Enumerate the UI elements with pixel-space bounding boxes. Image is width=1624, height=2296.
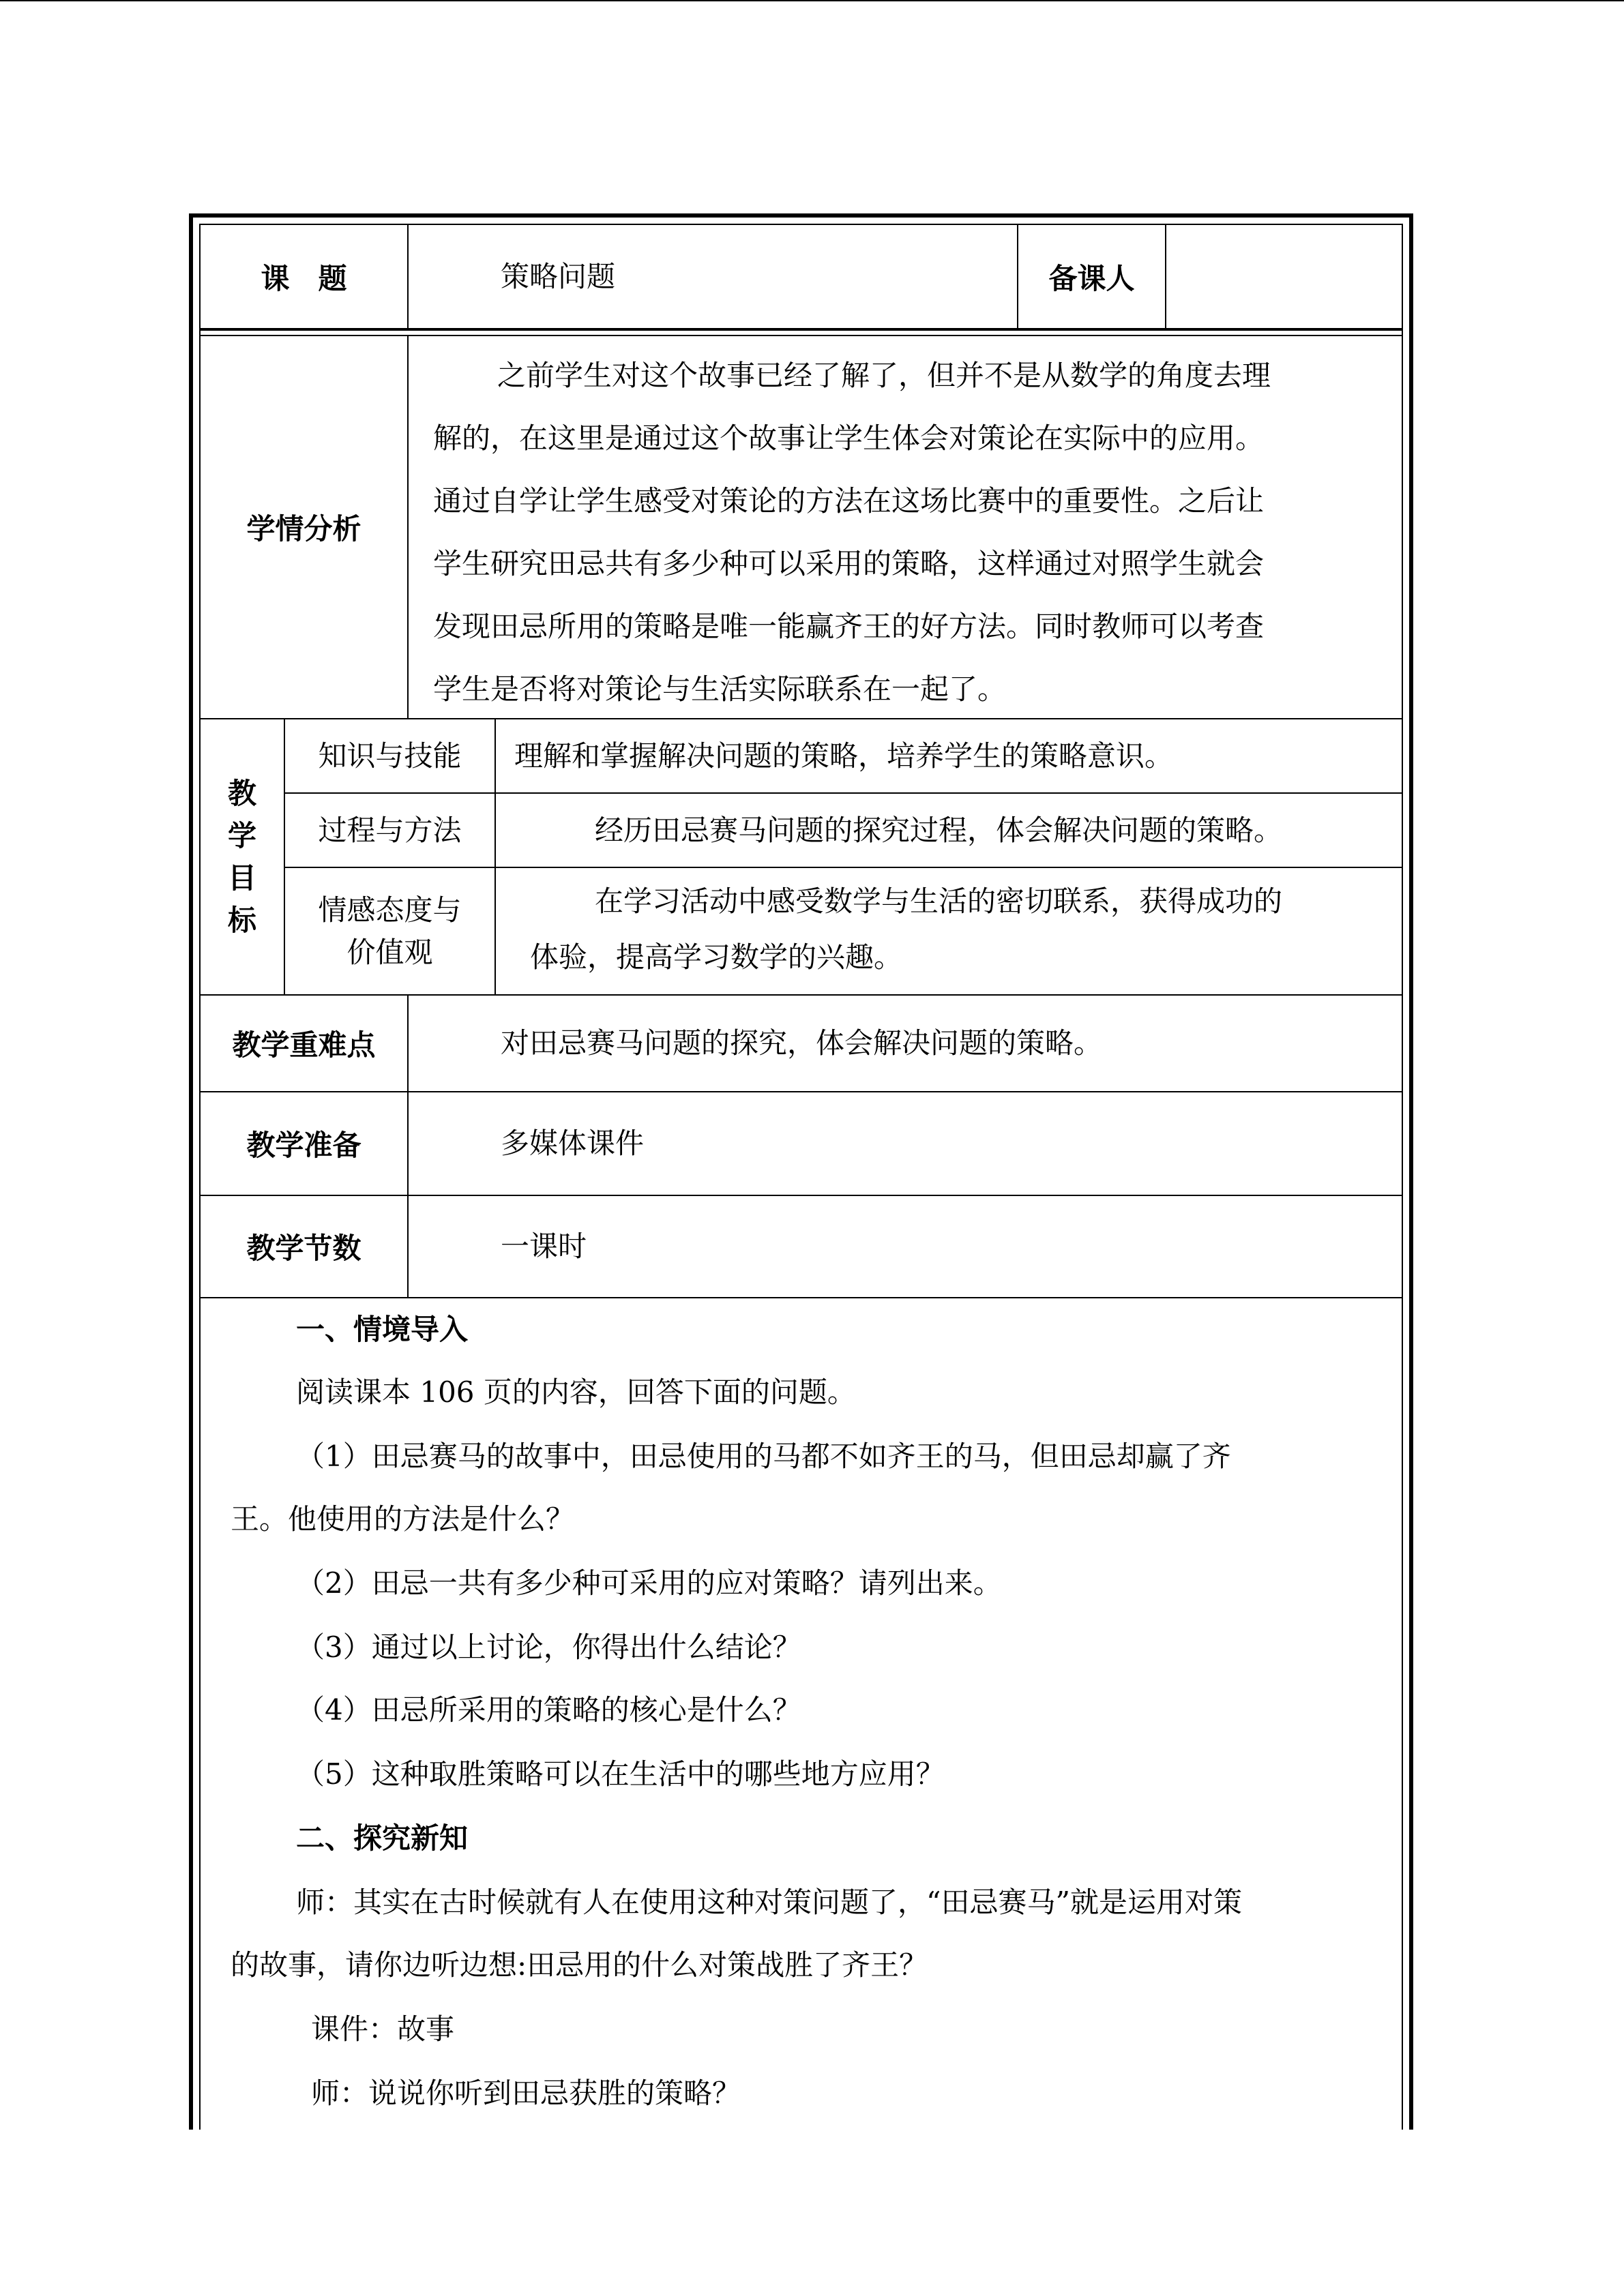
- key-points-text: 对田忌赛马问题的探究，体会解决问题的策略。: [501, 1026, 1103, 1060]
- question-line: 王。他使用的方法是什么？: [231, 1502, 575, 1536]
- question-line: （3）通过以上讨论，你得出什么结论？: [296, 1630, 801, 1664]
- analysis-line: 解的，在这里是通过这个故事让学生体会对策论在实际中的应用。: [433, 421, 1265, 455]
- lesson-plan-inner-border: [199, 224, 1403, 2130]
- analysis-line: 之前学生对这个故事已经了解了，但并不是从数学的角度去理: [497, 359, 1271, 392]
- periods-text: 一课时: [501, 1229, 587, 1263]
- preparation-label: 教学准备: [246, 1129, 361, 1162]
- goal-emotion-text: 在学习活动中感受数学与生活的密切联系，获得成功的 体验，提高学习数学的兴趣。: [530, 884, 1283, 974]
- process-line: 的故事，请你边听边想:田忌用的什么对策战胜了齐王？: [231, 1948, 928, 1982]
- lesson-plan-table: [189, 213, 1413, 2130]
- goal-process-text: 经历田忌赛马问题的探究过程，体会解决问题的策略。: [595, 814, 1283, 847]
- course-label: 课 题: [261, 261, 347, 295]
- analysis-line: 通过自学让学生感受对策论的方法在这场比赛中的重要性。之后让: [433, 484, 1265, 518]
- analysis-line: 发现田忌所用的策略是唯一能赢齐王的好方法。同时教师可以考查: [433, 610, 1265, 643]
- question-line: （2）田忌一共有多少种可采用的应对策略？请列出来。: [296, 1566, 1002, 1600]
- periods-label: 教学节数: [246, 1232, 361, 1265]
- question-line: （4）田忌所采用的策略的核心是什么？: [296, 1693, 801, 1727]
- course-title: 策略问题: [501, 260, 616, 293]
- goal-emotion-name: 情感态度与 价值观: [318, 893, 462, 969]
- preparation-text: 多媒体课件: [501, 1127, 645, 1160]
- process-body: [201, 1298, 1408, 2144]
- preparer-label: 备课人: [1048, 261, 1135, 295]
- page-top-rule: [0, 0, 1624, 1]
- analysis-line: 学生研究田忌共有多少种可以采用的策略，这样通过对照学生就会: [433, 547, 1265, 580]
- analysis-label: 学情分析: [246, 512, 361, 546]
- question-line: （1）田忌赛马的故事中，田忌使用的马都不如齐王的马，但田忌却赢了齐: [296, 1440, 1231, 1473]
- question-line: （5）这种取胜策略可以在生活中的哪些地方应用？: [296, 1757, 945, 1791]
- process-line: 阅读课本 106 页的内容，回答下面的问题。: [296, 1375, 856, 1409]
- goal-process-name: 过程与方法: [318, 813, 462, 847]
- process-line: 师：说说你听到田忌获胜的策略？: [311, 2076, 741, 2110]
- goals-label: 教 学 目 标: [227, 776, 256, 937]
- process-line: 课件：故事: [311, 2012, 455, 2046]
- section-heading: 二、探究新知: [296, 1821, 469, 1855]
- process-line: 师：其实在古时候就有人在使用这种对策问题了，“田忌赛马”就是运用对策: [296, 1885, 1242, 1919]
- goal-knowledge-text: 理解和掌握解决问题的策略，培养学生的策略意识。: [514, 739, 1174, 773]
- key-points-label: 教学重难点: [232, 1028, 376, 1062]
- analysis-text: [409, 336, 1404, 718]
- goal-knowledge-name: 知识与技能: [318, 739, 462, 773]
- section-heading: 一、情境导入: [296, 1313, 469, 1346]
- analysis-line: 学生是否将对策论与生活实际联系在一起了。: [433, 672, 1007, 706]
